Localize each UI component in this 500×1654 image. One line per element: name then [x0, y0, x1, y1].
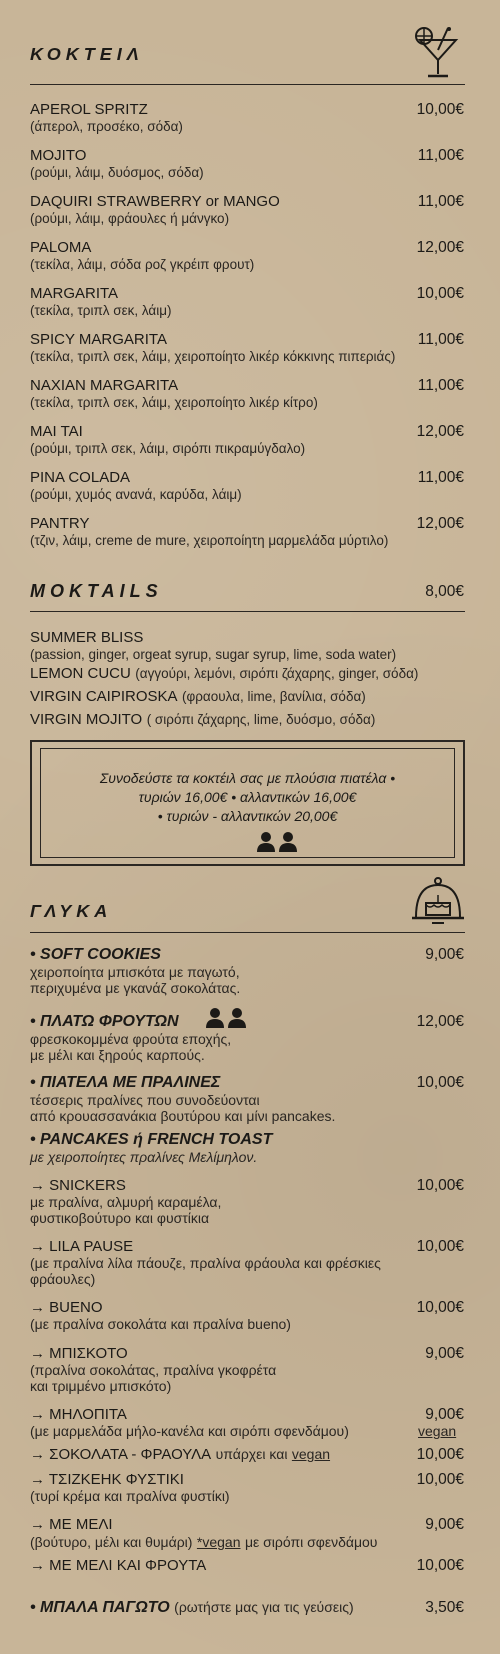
cocktail-name: MAI TAI [30, 423, 83, 440]
dessert-line [30, 1446, 330, 1464]
mocktail-line [30, 711, 375, 729]
dessert-price: 10,00€ [416, 1177, 464, 1194]
cocktail-price: 12,00€ [416, 239, 464, 256]
dessert-desc: φράουλες) [30, 1271, 96, 1287]
two-persons-icon [256, 831, 300, 853]
dessert-line [30, 1534, 377, 1552]
dessert-name: → ΤΣΙΖΚΕΗΚ ΦΥΣΤΙΚΙ [30, 1471, 184, 1488]
dessert-desc: και τριμμένο μπισκότο) [30, 1378, 172, 1394]
cocktail-price: 11,00€ [417, 377, 464, 394]
dessert-price: 10,00€ [416, 1238, 464, 1255]
platter-line: • τυριών - αλλαντικών 20,00€ [157, 808, 338, 824]
dessert-name: • ΜΠΑΛΑ ΠΑΓΩΤΟ [30, 1599, 170, 1616]
cocktail-desc: (άπερολ, προσέκο, σόδα) [30, 119, 183, 134]
cake-dome-icon [410, 877, 466, 929]
mocktail-line [30, 665, 418, 683]
cocktail-name: SPICY MARGARITA [30, 331, 167, 348]
mocktail-desc: (αγγούρι, λεμόνι, σιρόπι ζάχαρης, ginger, σόδα) [135, 666, 419, 681]
dessert-price: 10,00€ [416, 1557, 464, 1574]
desserts-title: ΓΛΥΚΑ [30, 901, 113, 921]
mocktails-price: 8,00€ [425, 583, 464, 600]
cocktail-price: 11,00€ [417, 193, 464, 210]
dessert-name: → ΜΗΛΟΠΙΤΑ [30, 1406, 127, 1423]
mocktail-name: VIRGIN MOJITO [30, 711, 143, 728]
cocktail-name: MOJITO [30, 147, 87, 164]
dessert-price: 12,00€ [416, 1013, 464, 1030]
cocktail-name: APEROL SPRITZ [30, 101, 148, 118]
cocktail-desc: (ρούμι, τριπλ σεκ, λάιμ, σιρόπι πικραμύγδαλο) [30, 441, 306, 456]
cocktail-desc: (τεκίλα, τριπλ σεκ, λάιμ, χειροποίητο λικέρ κόκκινης πιπεριάς) [30, 349, 396, 364]
platter-line: τυριών 16,00€ • αλλαντικών 16,00€ [138, 789, 357, 805]
vegan-label: *vegan [196, 1534, 241, 1550]
dessert-price: 9,00€ [425, 1516, 464, 1533]
vegan-label: vegan [291, 1446, 331, 1462]
vegan-label: vegan [418, 1423, 457, 1439]
cocktail-price: 11,00€ [417, 331, 464, 348]
dessert-name: • PANCAKES ή FRENCH TOAST [30, 1131, 273, 1148]
cocktail-name: MARGARITA [30, 285, 119, 302]
dessert-name: → LILA PAUSE [30, 1238, 134, 1255]
mocktail-name: LEMON CUCU [30, 665, 131, 682]
dessert-desc: τέσσερις πραλίνες που συνοδεύονται [30, 1092, 260, 1108]
dessert-line [30, 1599, 354, 1617]
cocktail-desc: (τεκίλα, τριπλ σεκ, λάιμ, χειροποίητο λικέρ κίτρο) [30, 395, 318, 410]
cocktails-divider [30, 84, 465, 85]
dessert-price: 10,00€ [416, 1446, 464, 1463]
dessert-desc: με μέλι και ξηρούς καρπούς. [30, 1047, 205, 1063]
cocktail-name: PINA COLADA [30, 469, 131, 486]
dessert-price: 9,00€ [425, 1406, 464, 1423]
cocktail-name: PANTRY [30, 515, 90, 532]
cocktail-name: NAXIAN MARGARITA [30, 377, 179, 394]
dessert-note: υπάρχει και [215, 1446, 288, 1462]
dessert-price: 9,00€ [425, 946, 464, 963]
dessert-price: 10,00€ [416, 1299, 464, 1316]
dessert-desc: (με πραλίνα σοκολάτα και πραλίνα bueno) [30, 1316, 291, 1332]
dessert-note: (ρωτήστε μας για τις γεύσεις) [174, 1599, 354, 1615]
dessert-desc: φρεσκοκομμένα φρούτα εποχής, [30, 1031, 232, 1047]
mocktail-name: VIRGIN CAIPIROSKA [30, 688, 178, 705]
cocktail-price: 12,00€ [416, 423, 464, 440]
dessert-name: • ΠΛΑΤΩ ΦΡΟΥΤΩΝ [30, 1013, 179, 1030]
dessert-name: → BUENO [30, 1299, 103, 1316]
dessert-desc: από κρουασσανάκια βουτύρου και μίνι pancakes. [30, 1108, 336, 1124]
dessert-name: → ΜΠΙΣΚΟΤΟ [30, 1345, 128, 1362]
cocktail-price: 12,00€ [416, 515, 464, 532]
dessert-desc: (βούτυρο, μέλι και θυμάρι) [30, 1534, 193, 1550]
dessert-price: 10,00€ [416, 1074, 464, 1091]
platter-line: Συνοδεύστε τα κοκτέιλ σας με πλούσια πιατέλα • [99, 770, 396, 786]
cocktail-glass-icon [412, 26, 462, 80]
cocktail-price: 11,00€ [417, 469, 464, 486]
mocktail-line [30, 688, 366, 706]
dessert-name: • ΠΙΑΤΕΛΑ ΜΕ ΠΡΑΛΙΝΕΣ [30, 1074, 221, 1091]
dessert-price: 10,00€ [416, 1471, 464, 1488]
cocktail-desc: (τζιν, λάιμ, creme de mure, χειροποίητη μαρμελάδα μύρτιλο) [30, 533, 389, 548]
cocktail-price: 11,00€ [417, 147, 464, 164]
cocktail-price: 10,00€ [416, 101, 464, 118]
dessert-desc: με σιρόπι σφενδάμου [244, 1534, 378, 1550]
dessert-price: 3,50€ [425, 1599, 464, 1616]
dessert-desc: (με μαρμελάδα μήλο-κανέλα και σιρόπι σφενδάμου) [30, 1423, 349, 1439]
mocktail-desc: ( σιρόπι ζάχαρης, lime, δυόσμο, σόδα) [146, 712, 376, 727]
cocktail-name: DAQUIRI STRAWBERRY or MANGO [30, 193, 280, 210]
cocktail-price: 10,00€ [416, 285, 464, 302]
cocktail-desc: (τεκίλα, λάιμ, σόδα ροζ γκρέιπ φρουτ) [30, 257, 255, 272]
dessert-name: → ΜΕ ΜΕΛΙ ΚΑΙ ΦΡΟΥΤΑ [30, 1557, 207, 1574]
two-persons-icon [205, 1007, 249, 1029]
cocktails-title: ΚΟΚΤΕΙΛ [30, 44, 144, 64]
dessert-desc: (πραλίνα σοκολάτας, πραλίνα γκοφρέτα [30, 1362, 277, 1378]
mocktails-title: MOKTAILS [30, 581, 163, 601]
cocktail-desc: (ρούμι, λάιμ, φράουλες ή μάνγκο) [30, 211, 230, 226]
dessert-desc: φυστικοβούτυρο και φυστίκια [30, 1210, 210, 1226]
dessert-desc: με πραλίνα, αλμυρή καραμέλα, [30, 1194, 222, 1210]
desserts-divider [30, 932, 465, 933]
mocktail-desc: (φραουλα, lime, βανίλια, σόδα) [182, 689, 366, 704]
cocktail-desc: (τεκίλα, τριπλ σεκ, λάιμ) [30, 303, 172, 318]
cocktail-desc: (ρούμι, λάιμ, δυόσμος, σόδα) [30, 165, 204, 180]
mocktail-desc: (passion, ginger, orgeat syrup, sugar syrup, lime, soda water) [30, 647, 397, 662]
dessert-name: → ΜΕ ΜΕΛΙ [30, 1516, 113, 1533]
dessert-desc: χειροποίητα μπισκότα με παγωτό, [30, 964, 240, 980]
mocktails-divider [30, 611, 465, 612]
cocktail-name: PALOMA [30, 239, 92, 256]
dessert-price: 9,00€ [425, 1345, 464, 1362]
mocktail-name: SUMMER BLISS [30, 629, 144, 646]
dessert-name: • SOFT COOKIES [30, 946, 161, 963]
dessert-name: → ΣΟΚΟΛΑΤΑ - ΦΡΑΟΥΛΑ [30, 1446, 212, 1463]
dessert-name: → SNICKERS [30, 1177, 126, 1194]
dessert-desc: (με πραλίνα λίλα πάουζε, πραλίνα φράουλα και φρέσκιες [30, 1255, 381, 1271]
dessert-subtitle: με χειροποίητες πραλίνες Μελίμηλον. [30, 1149, 258, 1165]
cocktail-desc: (ρούμι, χυμός ανανά, καρύδα, λάιμ) [30, 487, 242, 502]
dessert-desc: περιχυμένα με γκανάζ σοκολάτας. [30, 980, 241, 996]
dessert-desc: (τυρί κρέμα και πραλίνα φυστίκι) [30, 1488, 230, 1504]
